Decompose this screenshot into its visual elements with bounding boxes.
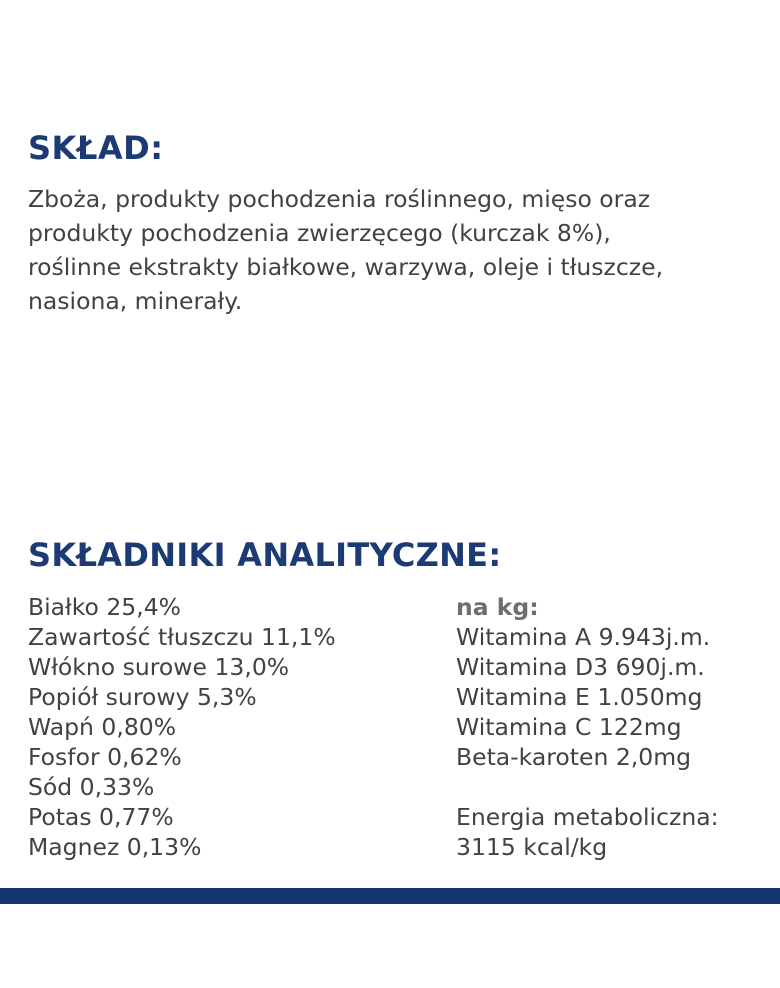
additive-item: Witamina C 122mg (456, 713, 682, 741)
analytical-constituents-list (28, 592, 336, 862)
constituent-item: Włókno surowe 13,0% (28, 653, 290, 681)
composition-line: nasiona, minerały. (28, 287, 243, 315)
analytical-heading: SKŁADNIKI ANALITYCZNE: (28, 536, 502, 574)
composition-text (28, 182, 778, 318)
constituent-item: Zawartość tłuszczu 11,1% (28, 623, 336, 651)
additives-list (456, 592, 719, 862)
additive-item: Witamina E 1.050mg (456, 683, 703, 711)
constituent-item: Potas 0,77% (28, 803, 174, 831)
footer-bar (0, 888, 780, 904)
constituent-item: Białko 25,4% (28, 593, 182, 621)
composition-line: produkty pochodzenia zwierzęcego (kurczak 8%), (28, 219, 611, 247)
additive-item: Beta-karoten 2,0mg (456, 743, 692, 771)
constituent-item: Sód 0,33% (28, 773, 155, 801)
list-spacer (456, 772, 719, 802)
constituent-item: Fosfor 0,62% (28, 743, 182, 771)
constituent-item: Wapń 0,80% (28, 713, 177, 741)
additive-item: Witamina D3 690j.m. (456, 653, 705, 681)
additive-item: Witamina A 9.943j.m. (456, 623, 711, 651)
composition-heading: SKŁAD: (28, 129, 164, 167)
constituent-item: Magnez 0,13% (28, 833, 202, 861)
constituent-item: Popiół surowy 5,3% (28, 683, 257, 711)
composition-line: roślinne ekstrakty białkowe, warzywa, oleje i tłuszcze, (28, 253, 664, 281)
composition-line: Zboża, produkty pochodzenia roślinnego, mięso oraz (28, 185, 651, 213)
per-kg-subheading: na kg: (456, 593, 539, 621)
energy-label: Energia metaboliczna: (456, 803, 719, 831)
energy-value: 3115 kcal/kg (456, 833, 608, 861)
